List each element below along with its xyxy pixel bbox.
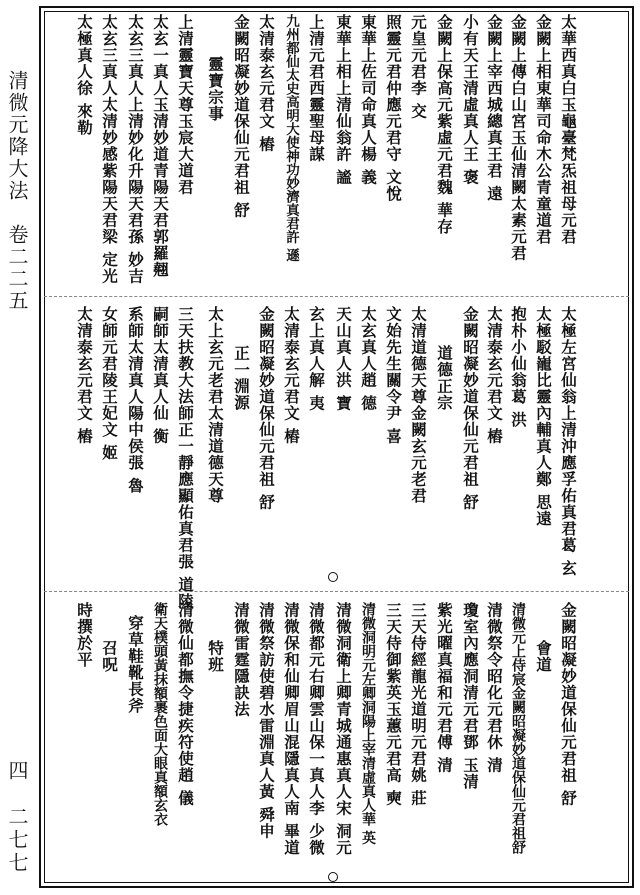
text-column: 太玄真人趙 德 bbox=[359, 306, 378, 412]
section-heading: 靈寶宗事 bbox=[206, 56, 225, 122]
text-column: 太極真人徐 來勒 bbox=[75, 14, 94, 136]
text-column: 太極左宮仙翁上清沖應孚佑真君葛 玄 bbox=[559, 306, 578, 577]
text-column: 金闕上保高元紫虛元君魏 華存 bbox=[435, 14, 454, 235]
text-column: 小有天王清虛真人王 褒 bbox=[461, 14, 480, 186]
text-column: 東華上相上清仙翁許 謐 bbox=[334, 14, 353, 186]
text-column: 清微雷霆隱訣法 bbox=[232, 602, 251, 718]
text-column: 東華上佐司命真人楊 義 bbox=[359, 14, 378, 186]
text-column: 瓊室內應洞清元君鄧 玉清 bbox=[461, 602, 480, 790]
text-column: 太清道德天尊金闕玄元老君 bbox=[409, 306, 428, 504]
punctuation-circle-1 bbox=[328, 572, 338, 582]
text-column: 清微都元右卿雲山保一真人李 少微 bbox=[307, 602, 326, 856]
text-column: 太極駁巃比靈內輔真人鄭 思遠 bbox=[534, 306, 553, 527]
text-column: 天山真人洪 寶 bbox=[334, 306, 353, 412]
text-column: 上清靈寶天尊玉宸大道君 bbox=[176, 14, 195, 196]
text-column: 太清泰玄元君文 樁 bbox=[75, 306, 94, 445]
text-column: 太上玄元老君太清道德天尊 bbox=[206, 306, 225, 504]
section-heading: 正一淵源 bbox=[232, 345, 251, 411]
text-column: 上清元君西靈聖母謀 bbox=[307, 14, 326, 163]
text-column: 太華西真白玉龜臺梵炁祖母元君 bbox=[559, 14, 578, 245]
text-column: 金闕昭凝妙道保仙元君祖 舒 bbox=[461, 306, 480, 511]
text-column: 清微洞明元左卿洞陽上宰清虛真人華 英 bbox=[360, 602, 376, 845]
section-heading: 特班 bbox=[206, 640, 225, 673]
section-divider-lower bbox=[44, 591, 629, 592]
text-column: 清微祭訪使碧水雷淵真人黃 舜申 bbox=[257, 602, 276, 840]
text-column: 金闕昭凝妙道保仙元君祖 舒 bbox=[257, 306, 276, 511]
punctuation-circle-2 bbox=[328, 872, 338, 882]
text-column: 清微仙都撫令捷疾符使趙 儀 bbox=[176, 602, 195, 807]
text-column: 金闕昭凝妙道保仙元君祖 舒 bbox=[232, 14, 251, 219]
margin-folio: 四 二七七 bbox=[5, 760, 29, 875]
text-column: 清微元上侍宸金闕昭凝妙道保仙元君祖舒 bbox=[510, 602, 526, 854]
text-column: 太玄三真人太清妙感紫陽天君梁 定光 bbox=[100, 14, 119, 285]
text-column: 照靈元君仲應元君守 文悅 bbox=[384, 14, 403, 202]
section-heading: 召呪 bbox=[100, 640, 119, 673]
text-column: 金闕昭凝妙道保仙元君祖 舒 bbox=[559, 602, 578, 807]
text-column: 時撰於平 bbox=[75, 602, 94, 668]
text-column: 太清泰玄元君文 樁 bbox=[485, 306, 504, 445]
text-column: 清微保和仙卿眉山混隱真人南 畢道 bbox=[282, 602, 301, 856]
text-column: 太清泰玄元君文 樁 bbox=[282, 306, 301, 445]
text-column: 太清泰玄元君文 樁 bbox=[257, 14, 276, 153]
text-column: 金闕上相東華司命木公青童道君 bbox=[534, 14, 553, 245]
text-column: 太玄一真人玉清妙道青陽天君郭羅翹 bbox=[151, 14, 170, 278]
text-column: 三天扶教大法師正一靜應顯佑真君張 道陵 bbox=[176, 306, 195, 610]
text-column: 清微祭令昭化元君休 清 bbox=[485, 602, 504, 774]
text-column: 抱朴小仙翁葛 洪 bbox=[509, 306, 528, 428]
text-column: 衛天樸頭黃抹額裹色面大眼真額玄衣 bbox=[152, 602, 168, 826]
text-column: 女師元君陵王妃文 姬 bbox=[100, 306, 119, 461]
text-column: 元皇元君李 交 bbox=[409, 14, 428, 120]
text-column: 文始先生關令尹 喜 bbox=[384, 306, 403, 445]
text-column: 清微洞衛上卿青城通惠真人宋 洞元 bbox=[334, 602, 353, 856]
text-column: 玄上真人解 夷 bbox=[307, 306, 326, 412]
section-heading: 道德正宗 bbox=[435, 345, 454, 411]
text-column: 金闕上宰西城總真王君 遠 bbox=[485, 14, 504, 202]
text-column: 九州都仙太史高明大使神功妙濟真君許 遜 bbox=[283, 14, 299, 262]
text-column: 嗣師太清真人仙 衡 bbox=[151, 306, 170, 445]
margin-title: 清微元降大法 卷二二五 bbox=[5, 70, 29, 312]
text-column: 紫光曜真福和元君傅 清 bbox=[435, 602, 454, 774]
section-divider-upper bbox=[44, 296, 629, 297]
text-column: 系師太清真人陽中侯張 魯 bbox=[126, 306, 145, 494]
text-column: 三天侍經龍光道明元君姚 莊 bbox=[409, 602, 428, 807]
text-column: 金闕上傳白山宮玉仙清闕太素元君 bbox=[509, 14, 528, 262]
text-column: 太玄三真人上清妙化升陽天君孫 妙吉 bbox=[126, 14, 145, 285]
text-column: 三天侍御紫英玉蕙元君高 奭 bbox=[384, 602, 403, 807]
section-heading: 會道 bbox=[534, 640, 553, 673]
text-column: 穿草鞋靴長斧 bbox=[126, 615, 145, 714]
